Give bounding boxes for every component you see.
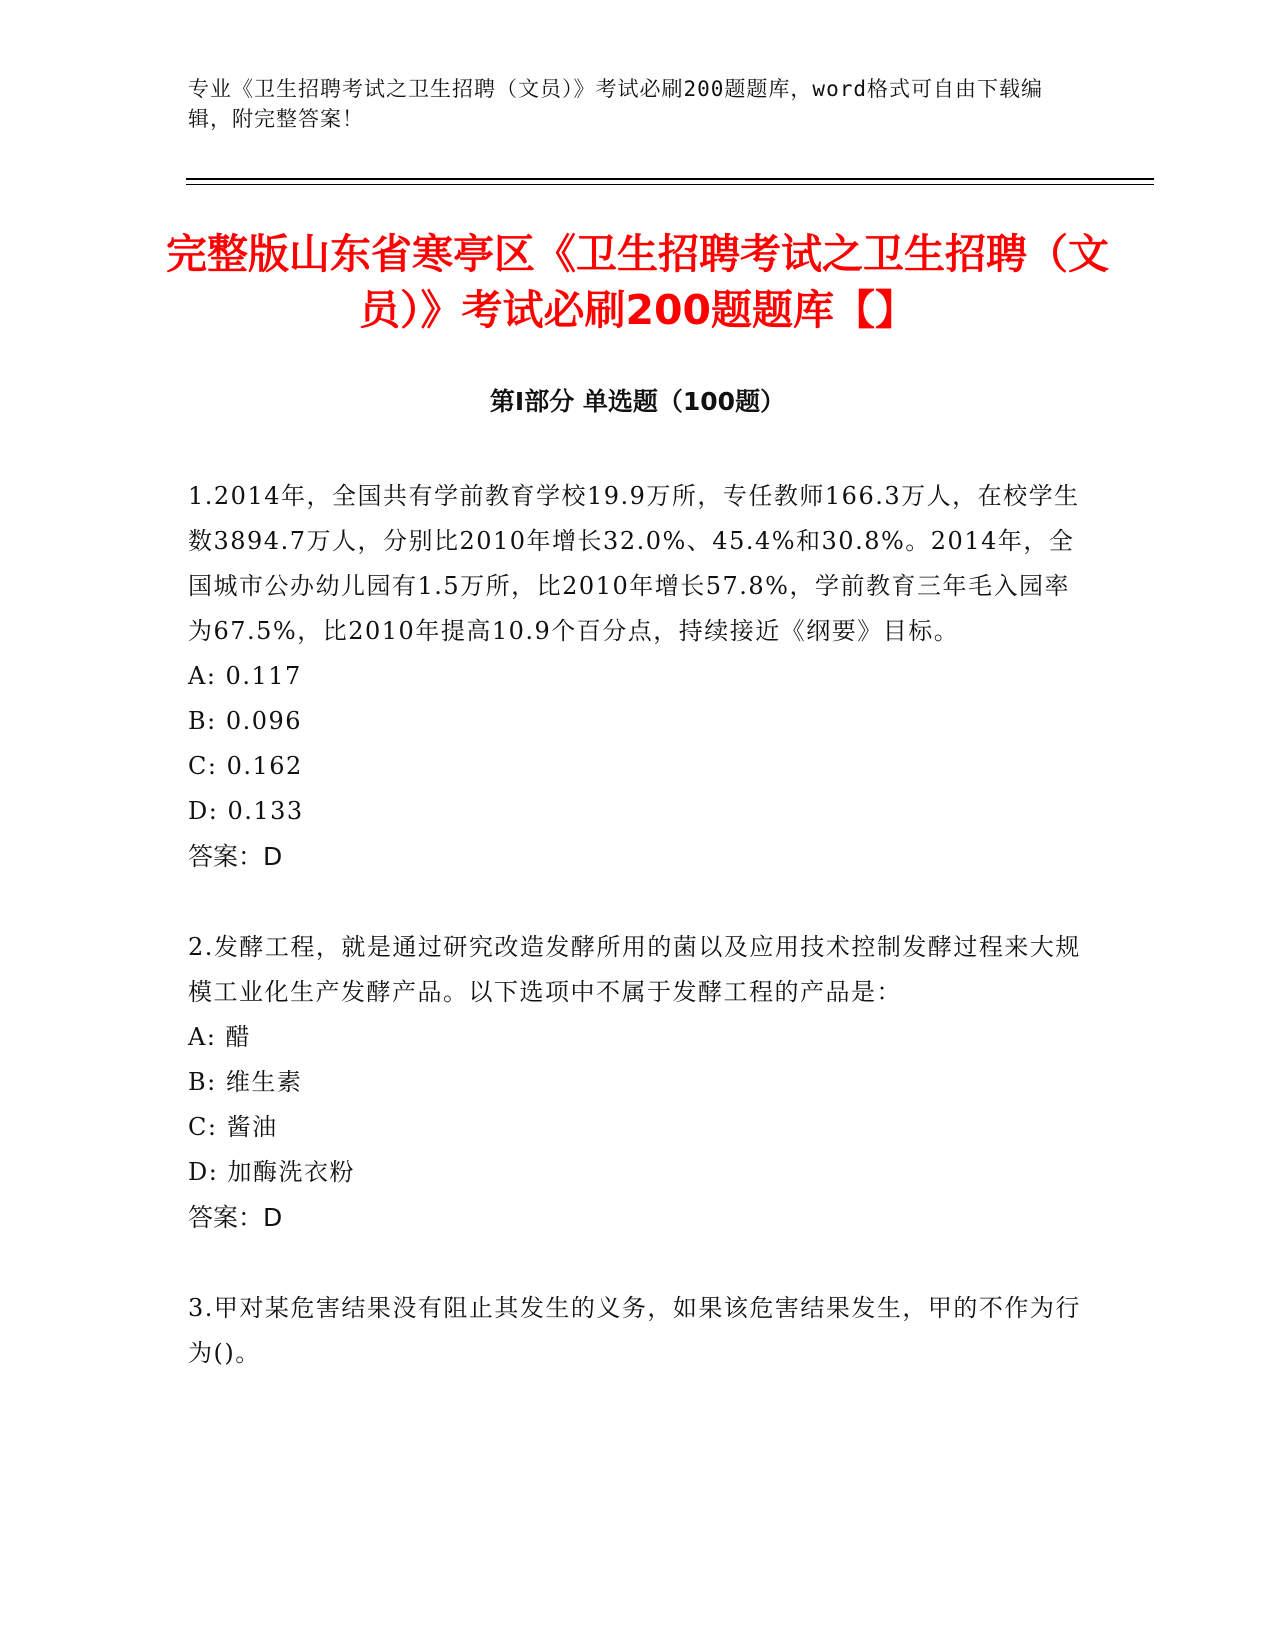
document-title: 完整版山东省寒亭区《卫生招聘考试之卫生招聘（文员）》考试必刷200题题库【】 [166,230,1109,334]
option-list [188,654,1088,834]
option-d: D: 加酶洗衣粉 [188,1158,355,1186]
option-d: D: 0.133 [188,797,304,825]
option-list [188,1015,1088,1195]
question-stem: 1.2014年，全国共有学前教育学校19.9万所，专任教师166.3万人，在校学生数3894.7万人，分别比2010年增长32.0%、45.4%和30.8%。2014年，全国城市公办幼儿园有1.5万所，比2010年增长57.8%，学前教育三年毛入园率为67.5%，比2010年提高10.9个百分点，持续接近《纲要》目标。 [188,482,1080,645]
section-heading: 第Ⅰ部分 单选题（100题） [489,387,786,416]
option-b: B: 维生素 [188,1068,303,1096]
option-b: B: 0.096 [188,707,303,735]
header-note: 专业《卫生招聘考试之卫生招聘（文员）》考试必刷200题题库，word格式可自由下载编辑，附完整答案！ [188,77,1043,131]
header-divider-thick [186,178,1154,180]
answer-line: 答案：D [188,1203,283,1232]
header-divider-thin [186,184,1154,185]
option-c: C: 0.162 [188,752,303,780]
answer-line: 答案：D [188,842,283,871]
question-stem: 2.发酵工程，就是通过研究改造发酵所用的菌以及应用技术控制发酵过程来大规模工业化生产发酵产品。以下选项中不属于发酵工程的产品是： [188,933,1081,1006]
option-a: A: 0.117 [188,662,302,690]
question-2 [188,925,1088,1240]
option-a: A: 醋 [188,1023,252,1051]
option-c: C: 酱油 [188,1113,278,1141]
question-list [188,474,1088,1422]
question-1 [188,474,1088,879]
question-stem: 3.甲对某危害结果没有阻止其发生的义务，如果该危害结果发生，甲的不作为行为()。 [188,1294,1081,1367]
question-3 [188,1286,1088,1376]
